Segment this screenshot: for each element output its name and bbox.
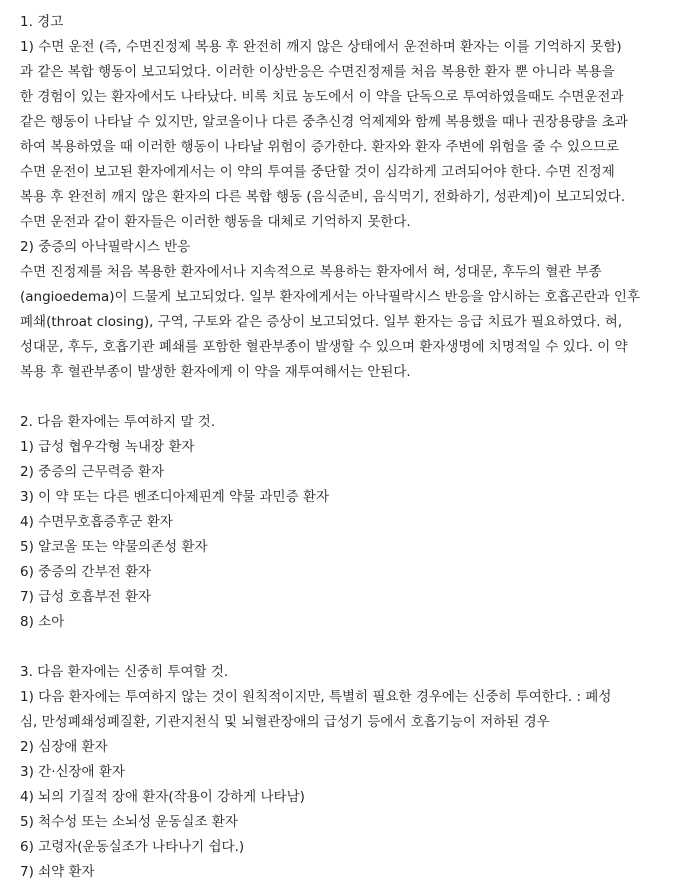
list-item: 1) 다음 환자에는 투여하지 않는 것이 원칙적이지만, 특별히 필요한 경우에는 신중히 투여한다. : 폐성 bbox=[20, 689, 612, 705]
text-line: 같은 행동이 나타날 수 있지만, 알코올이나 다른 중추신경 억제제와 함께 복용했을 때나 권장용량을 초과 bbox=[20, 114, 628, 130]
section-heading: 1. 경고 bbox=[20, 14, 64, 30]
text-line: 성대문, 후두, 호흡기관 폐쇄를 포함한 혈관부종이 발생할 수 있으며 환자생명에 치명적일 수 있다. 이 약 bbox=[20, 339, 628, 355]
warning-section bbox=[20, 10, 682, 385]
list-item: 5) 알코올 또는 약물의존성 환자 bbox=[20, 539, 208, 555]
list-item: 8) 소아 bbox=[20, 614, 65, 630]
list-item: 4) 뇌의 기질적 장애 환자(작용이 강하게 나타남) bbox=[20, 789, 305, 805]
text-line: (angioedema)이 드물게 보고되었다. 일부 환자에게서는 아낙필락시스 반응을 암시하는 호흡곤란과 인후 bbox=[20, 289, 640, 305]
text-line: 수면 진정제를 처음 복용한 환자에서나 지속적으로 복용하는 환자에서 혀, 성대문, 후두의 혈관 부종 bbox=[20, 264, 602, 280]
text-line: 심, 만성폐쇄성폐질환, 기관지천식 및 뇌혈관장애의 급성기 등에서 호흡기능이 저하된 경우 bbox=[20, 714, 550, 730]
text-line: 복용 후 혈관부종이 발생한 환자에게 이 약을 재투여해서는 안된다. bbox=[20, 364, 411, 380]
list-item: 2) 심장애 환자 bbox=[20, 739, 108, 755]
spacer bbox=[20, 635, 682, 660]
text-line: 폐쇄(throat closing), 구역, 구토와 같은 증상이 보고되었다. 일부 환자는 응급 치료가 필요하였다. 혀, bbox=[20, 314, 623, 330]
list-item: 7) 쇠약 환자 bbox=[20, 864, 95, 880]
list-item: 2) 중증의 근무력증 환자 bbox=[20, 464, 165, 480]
list-item: 6) 고령자(운동실조가 나타나기 쉽다.) bbox=[20, 839, 245, 855]
text-line: 수면 운전이 보고된 환자에게서는 이 약의 투여를 중단할 것이 심각하게 고려되어야 한다. 수면 진정제 bbox=[20, 164, 615, 180]
list-item: 6) 중증의 간부전 환자 bbox=[20, 564, 152, 580]
sub-heading: 2) 중증의 아낙필락시스 반응 bbox=[20, 239, 191, 255]
section-heading: 3. 다음 환자에는 신중히 투여할 것. bbox=[20, 664, 229, 680]
list-item: 1) 급성 협우각형 녹내장 환자 bbox=[20, 439, 195, 455]
list-item: 4) 수면무호흡증후군 환자 bbox=[20, 514, 173, 530]
section-heading: 2. 다음 환자에는 투여하지 말 것. bbox=[20, 414, 216, 430]
list-item: 3) 이 약 또는 다른 벤조디아제핀계 약물 과민증 환자 bbox=[20, 489, 330, 505]
contraindications-section bbox=[20, 410, 682, 635]
text-line: 수면 운전과 같이 환자들은 이러한 행동을 대체로 기억하지 못한다. bbox=[20, 214, 411, 230]
text-line: 과 같은 복합 행동이 보고되었다. 이러한 이상반응은 수면진정제를 처음 복용한 환자 뿐 아니라 복용을 bbox=[20, 64, 615, 80]
text-line: 하여 복용하였을 때 이러한 행동이 나타날 위험이 증가한다. 환자와 환자 주변에 위험을 줄 수 있으므로 bbox=[20, 139, 620, 155]
text-line: 1) 수면 운전 (즉, 수면진정제 복용 후 완전히 깨지 않은 상태에서 운전하며 환자는 이를 기억하지 못함) bbox=[20, 39, 622, 55]
spacer bbox=[20, 385, 682, 410]
list-item: 3) 간·신장애 환자 bbox=[20, 764, 125, 780]
text-line: 복용 후 완전히 깨지 않은 환자의 다른 복합 행동 (음식준비, 음식먹기, 전화하기, 성관계)이 보고되었다. bbox=[20, 189, 626, 205]
text-line: 한 경험이 있는 환자에서도 나타났다. 비록 치료 농도에서 이 약을 단독으로 투여하였을때도 수면운전과 bbox=[20, 89, 624, 105]
precautions-section bbox=[20, 660, 682, 885]
list-item: 7) 급성 호흡부전 환자 bbox=[20, 589, 152, 605]
list-item: 5) 척수성 또는 소뇌성 운동실조 환자 bbox=[20, 814, 238, 830]
